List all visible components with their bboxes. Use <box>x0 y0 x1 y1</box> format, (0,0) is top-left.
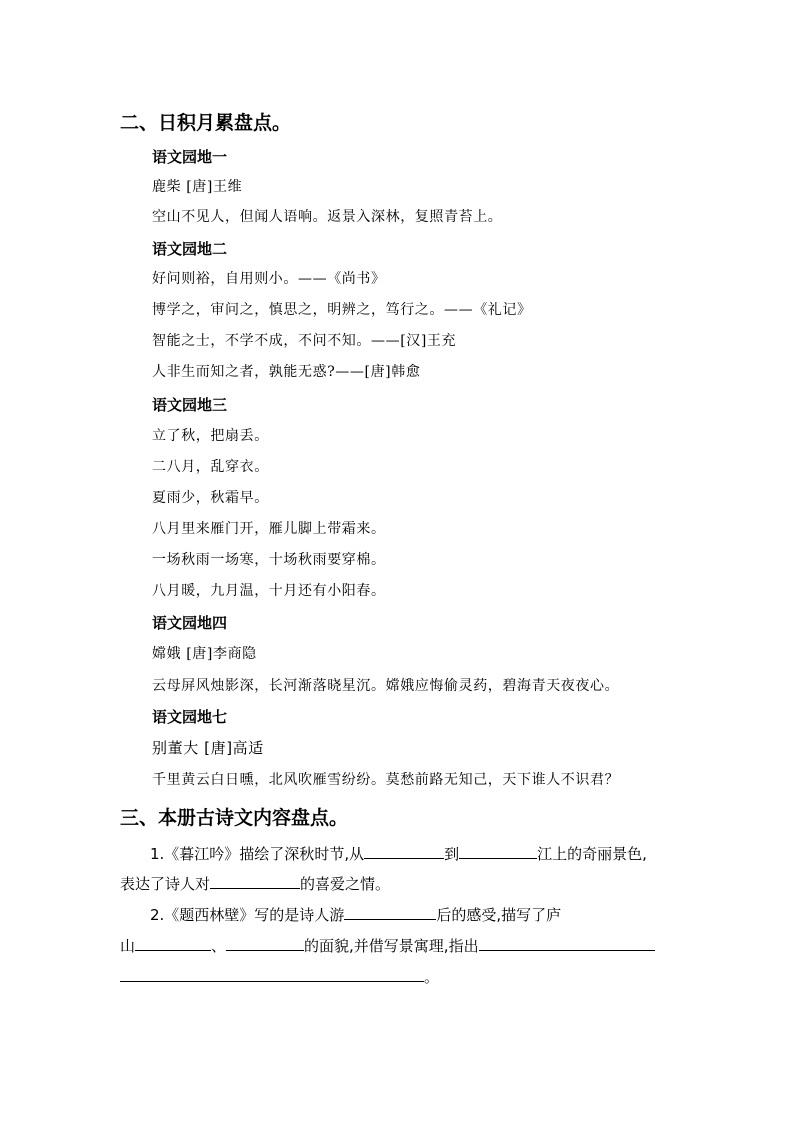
proverb-5: 一场秋雨一场寒，十场秋雨要穿棉。 <box>152 552 386 568</box>
q2-blank-2[interactable] <box>135 936 211 951</box>
garden-1-heading: 语文园地一 <box>152 148 228 166</box>
poem-text-lu-zhai: 空山不见人，但闻人语响。返景入深林，复照青苔上。 <box>152 209 503 225</box>
quote-1: 好问则裕，自用则小。——《尚书》 <box>152 271 386 287</box>
quote-4: 人非生而知之者，孰能无惑?——[唐]韩愈 <box>152 364 421 380</box>
q1-text-e: 的喜爱之情。 <box>300 875 391 893</box>
q2-text-f: 。 <box>424 968 440 986</box>
question-2-line-2 <box>120 935 655 956</box>
proverb-2: 二八月，乱穿衣。 <box>152 459 269 475</box>
q1-text-b: 到 <box>444 845 460 863</box>
q1-blank-3[interactable] <box>210 874 300 889</box>
section2-title: 二、日积月累盘点。 <box>120 112 292 134</box>
q1-blank-1[interactable] <box>364 844 444 859</box>
proverb-3: 夏雨少，秋霜早。 <box>152 490 269 506</box>
q1-text-d: 表达了诗人对 <box>120 875 211 893</box>
poem-title-chang-e: 嫦娥 [唐]李商隐 <box>152 646 257 662</box>
section3-title: 三、本册古诗文内容盘点。 <box>120 807 349 829</box>
poem-title-bie-dong-da: 别董大 [唐]高适 <box>152 739 264 757</box>
q1-blank-2[interactable] <box>459 844 537 859</box>
q1-text-a: 1.《暮江吟》描绘了深秋时节,从 <box>150 845 365 863</box>
poem-text-bie-dong-da: 千里黄云白日曛，北风吹雁雪纷纷。莫愁前路无知己，天下谁人不识君？ <box>152 772 620 788</box>
q2-blank-3[interactable] <box>226 936 304 951</box>
garden-4-heading: 语文园地四 <box>152 614 228 632</box>
quote-2: 博学之，审问之，慎思之，明辨之，笃行之。——《礼记》 <box>152 302 532 318</box>
q2-text-a: 2.《题西林壁》写的是诗人游 <box>150 906 345 924</box>
proverb-4: 八月里来雁门开，雁儿脚上带霜来。 <box>152 521 386 537</box>
question-2-line-3 <box>120 966 439 987</box>
q2-text-e: 的面貌,并借写景寓理,指出 <box>304 937 479 955</box>
question-1-line-2 <box>120 873 390 894</box>
q2-blank-4[interactable] <box>479 936 655 951</box>
proverb-1: 立了秋，把扇丢。 <box>152 428 269 444</box>
garden-3-heading: 语文园地三 <box>152 396 228 414</box>
question-2-line-1 <box>150 904 561 925</box>
question-1-line-1 <box>150 843 647 864</box>
q2-blank-1[interactable] <box>344 905 436 920</box>
q2-text-b: 后的感受,描写了庐 <box>436 906 562 924</box>
proverb-6: 八月暖，九月温，十月还有小阳春。 <box>152 583 386 599</box>
garden-7-heading: 语文园地七 <box>152 708 228 726</box>
q2-text-c: 山 <box>120 937 136 955</box>
poem-text-chang-e: 云母屏风烛影深，长河渐落晓星沉。嫦娥应悔偷灵药，碧海青天夜夜心。 <box>152 678 620 694</box>
q2-blank-4-continued[interactable] <box>120 967 424 982</box>
quote-3: 智能之士，不学不成，不问不知。——[汉]王充 <box>152 333 457 349</box>
garden-2-heading: 语文园地二 <box>152 240 228 258</box>
q2-text-d: 、 <box>211 937 227 955</box>
poem-title-lu-zhai: 鹿柴 [唐]王维 <box>152 179 243 195</box>
q1-text-c: 江上的奇丽景色, <box>537 845 647 863</box>
